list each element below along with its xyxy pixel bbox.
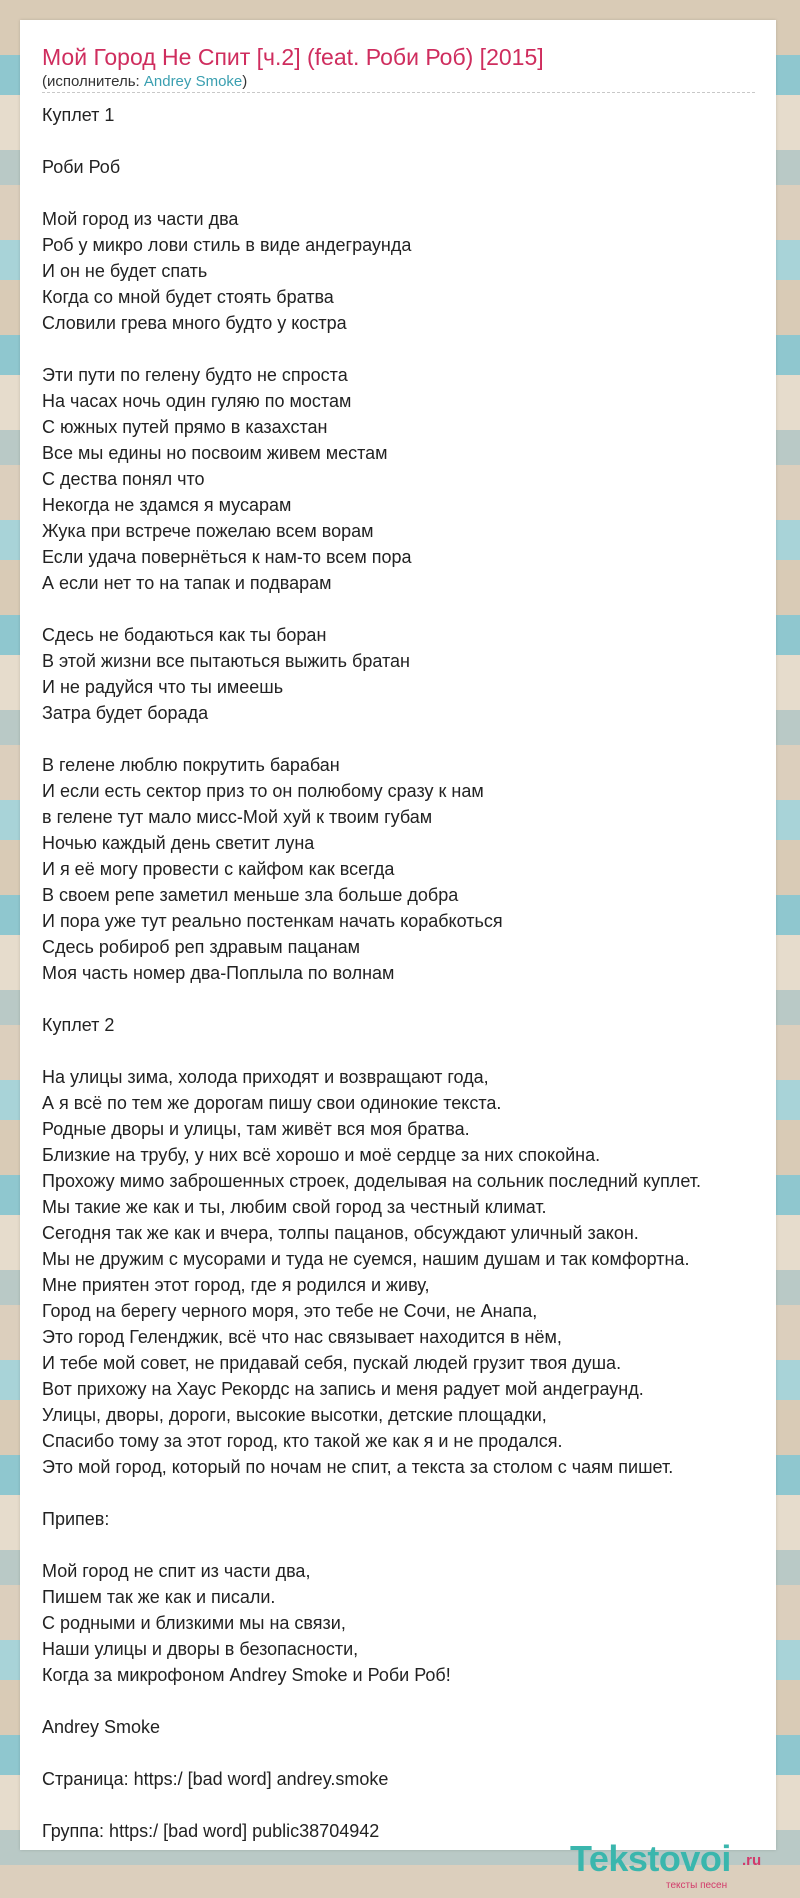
lyric-line: Роби Роб — [42, 157, 121, 177]
lyric-line: С дества понял что — [42, 469, 205, 489]
lyric-line: И тебе мой совет, не придавай себя, пускай людей грузит твоя душа. — [42, 1353, 622, 1373]
lyric-line: Словили грева много будто у костра — [42, 313, 347, 333]
lyric-line: Пишем так же как и писали. — [42, 1587, 276, 1607]
lyric-line: Некогда не здамся я мусарам — [42, 495, 292, 515]
lyric-line — [42, 726, 782, 752]
lyric-line: И не радуйся что ты имеешь — [42, 677, 284, 697]
lyric-line: Мой город не спит из части два, — [42, 1561, 311, 1581]
lyric-line: Сдесь не бодаються как ты боран — [42, 625, 327, 645]
title-divider — [42, 92, 755, 93]
lyric-line: Сдесь робироб реп здравым пацанам — [42, 937, 361, 957]
lyric-line: Куплет 2 — [42, 1015, 115, 1035]
lyric-line: Мы такие же как и ты, любим свой город за честный климат. — [42, 1197, 547, 1217]
lyric-line: Мне приятен этот город, где я родился и живу, — [42, 1275, 430, 1295]
lyric-line: Мы не дружим с мусорами и туда не суемся, нашим душам и так комфортна. — [42, 1249, 690, 1269]
lyric-line: Вот прихожу на Хаус Рекордс на запись и меня радует мой андеграунд. — [42, 1379, 644, 1399]
logo-tld: .ru — [742, 1852, 762, 1869]
lyric-line — [42, 180, 782, 206]
lyric-line: Когда за микрофоном Andrey Smoke и Роби Роб! — [42, 1665, 451, 1685]
lyric-line: В гелене люблю покрутить барабан — [42, 755, 340, 775]
lyric-line: Эти пути по гелену будто не спроста — [42, 365, 348, 385]
artist-link[interactable]: Andrey Smoke — [143, 73, 243, 90]
lyric-line: Ночью каждый день светит луна — [42, 833, 315, 853]
lyric-line: Страница: https:/ [bad word] andrey.smoke — [42, 1769, 389, 1789]
lyric-line: Моя часть номер два-Поплыла по волнам — [42, 963, 395, 983]
lyric-line: Andrey Smoke — [42, 1717, 161, 1737]
lyric-line: Роб у микро лови стиль в виде андеграунда — [42, 235, 412, 255]
logo-wordmark: Tekstovoi — [570, 1838, 731, 1879]
performer-prefix: (исполнитель: — [42, 73, 144, 90]
lyric-line: На улицы зима, холода приходят и возвращают года, — [42, 1067, 489, 1087]
lyric-line: Наши улицы и дворы в безопасности, — [42, 1639, 359, 1659]
lyric-line: И пора уже тут реально постенкам начать корабкоться — [42, 911, 503, 931]
lyric-line: И если есть сектор приз то он полюбому сразу к нам — [42, 781, 484, 801]
lyric-line: Это город Геленджик, всё что нас связывает находится в нём, — [42, 1327, 562, 1347]
lyric-line — [42, 596, 782, 622]
site-logo[interactable] — [570, 1838, 770, 1898]
lyric-line: в гелене тут мало мисс-Мой хуй к твоим губам — [42, 807, 433, 827]
lyric-line: Все мы едины но посвоим живем местам — [42, 443, 388, 463]
lyric-line: И он не будет спать — [42, 261, 208, 281]
lyric-line — [42, 1480, 782, 1506]
lyric-line — [42, 1792, 782, 1818]
lyric-line: И я её могу провести с кайфом как всегда — [42, 859, 395, 879]
lyric-line: Группа: https:/ [bad word] public38704942 — [42, 1821, 380, 1841]
lyric-line: С родными и близкими мы на связи, — [42, 1613, 346, 1633]
lyric-line: Родные дворы и улицы, там живёт вся моя братва. — [42, 1119, 470, 1139]
performer-line — [42, 73, 247, 90]
lyric-line: Сегодня так же как и вчера, толпы пацанов, обсуждают уличный закон. — [42, 1223, 639, 1243]
lyric-line: Мой город из части два — [42, 209, 239, 229]
lyric-line: Когда со мной будет стоять братва — [42, 287, 334, 307]
lyric-line — [42, 336, 782, 362]
lyric-line: Прохожу мимо заброшенных строек, доделывая на сольник последний куплет. — [42, 1171, 701, 1191]
lyric-line: Жука при встрече пожелаю всем ворам — [42, 521, 374, 541]
lyric-line: Припев: — [42, 1509, 110, 1529]
lyric-line: А я всё по тем же дорогам пишу свои одинокие текста. — [42, 1093, 502, 1113]
lyric-line: Это мой город, который по ночам не спит, а текста за столом с чаям пишет. — [42, 1457, 674, 1477]
lyric-line: Куплет 1 — [42, 105, 115, 125]
lyric-line — [42, 128, 782, 154]
lyric-line — [42, 1038, 782, 1064]
lyric-line — [42, 1740, 782, 1766]
page-title: Мой Город Не Спит [ч.2] (feat. Роби Роб) [2015] — [42, 44, 544, 70]
lyric-line: Город на берегу черного моря, это тебе не Сочи, не Анапа, — [42, 1301, 538, 1321]
lyric-line: В этой жизни все пытаються выжить братан — [42, 651, 410, 671]
lyric-line: Затра будет борада — [42, 703, 209, 723]
lyric-line: В своем репе заметил меньше зла больше добра — [42, 885, 459, 905]
lyric-line — [42, 1532, 782, 1558]
lyric-line — [42, 1688, 782, 1714]
lyric-line: Улицы, дворы, дороги, высокие высотки, детские площадки, — [42, 1405, 547, 1425]
lyric-line: А если нет то на тапак и подварам — [42, 573, 332, 593]
lyric-line: Если удача повернёться к нам-то всем пора — [42, 547, 412, 567]
lyric-line: Спасибо тому за этот город, кто такой же как я и не продался. — [42, 1431, 563, 1451]
lyrics-text — [42, 102, 782, 1844]
lyric-line: С южных путей прямо в казахстан — [42, 417, 328, 437]
lyrics-card — [20, 20, 776, 1891]
lyric-line — [42, 986, 782, 1012]
lyric-line: Близкие на трубу, у них всё хорошо и моё сердце за них спокойна. — [42, 1145, 601, 1165]
performer-suffix: ) — [242, 73, 248, 90]
logo-tagline: тексты песен — [666, 1880, 728, 1891]
lyric-line: На часах ночь один гуляю по мостам — [42, 391, 352, 411]
